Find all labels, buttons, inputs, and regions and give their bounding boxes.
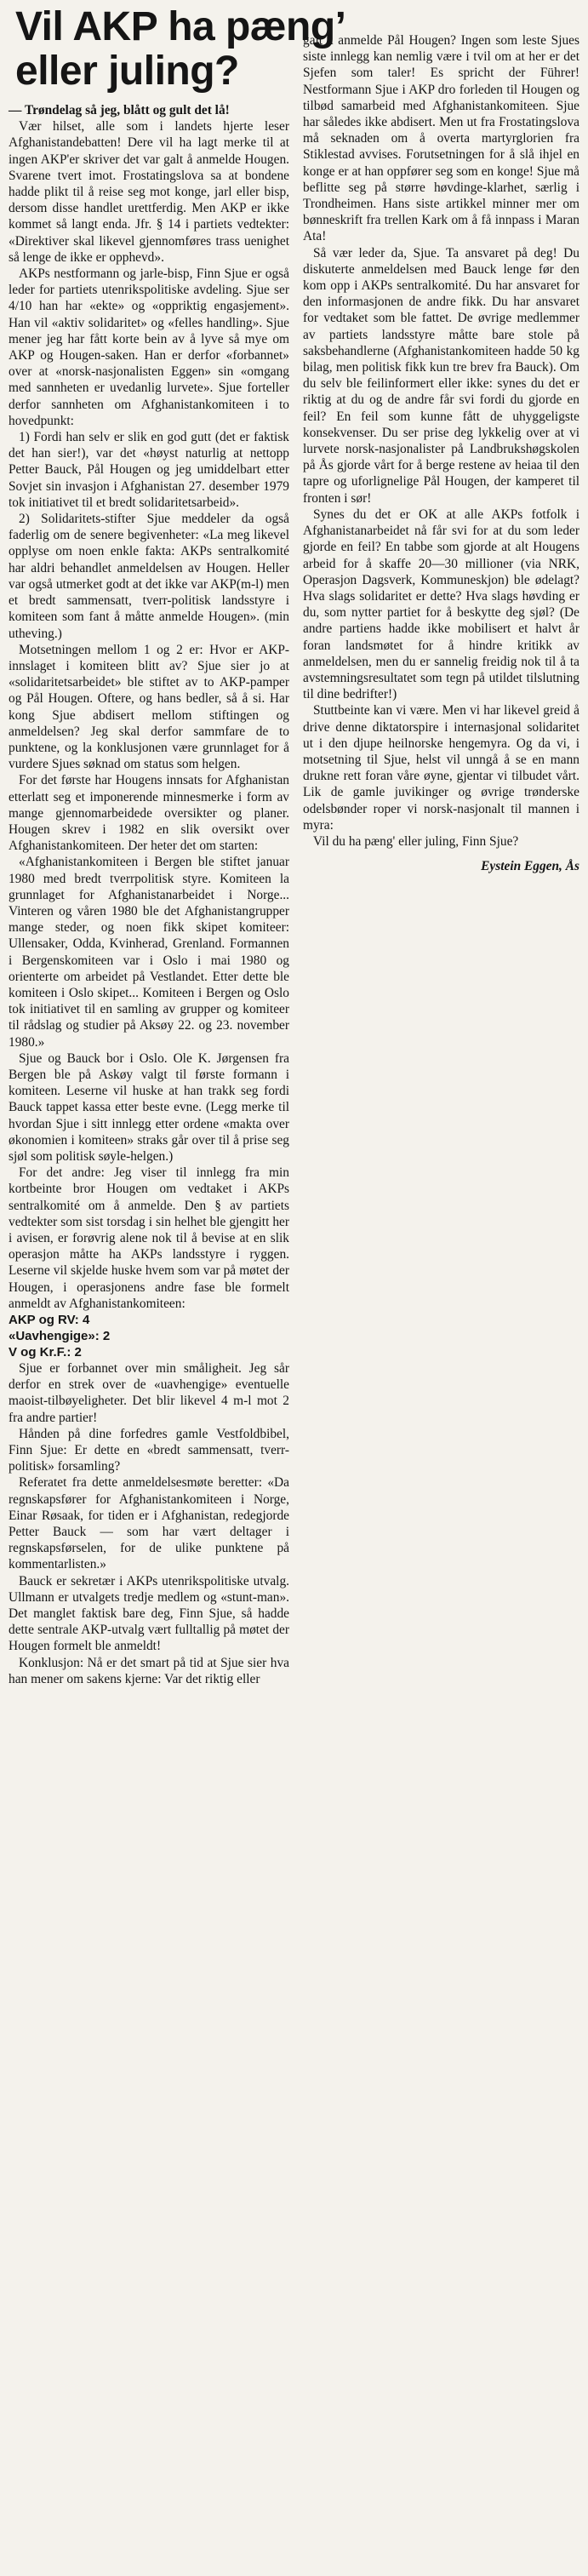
lead-paragraph: — Trøndelag så jeg, blått og gult det lå!	[9, 103, 230, 117]
paragraph: Referatet fra dette anmeldelsesmøte beretter: «Da regnskapsfører for Afghanistankomiteen i Norge, Einar Røsaak, for tiden er i Afghanistan, redegjorde Petter Bauck — som har vært deltager i regnskapsførselen, for de ulike punktene på kommentarlisten.»	[9, 1475, 289, 1572]
party-line: V og Kr.F.: 2	[9, 1345, 82, 1360]
right-column	[303, 32, 579, 874]
paragraph: Konklusjon: Nå er det smart på tid at Sjue sier hva han mener om sakens kjerne: Var det riktig eller	[9, 1655, 289, 1686]
paragraph: Sjue og Bauck bor i Oslo. Ole K. Jørgensen fra Bergen ble på Askøy valgt til første formann i komiteen. Leserne vil huske at han trakk seg fordi Bauck tappet kassa etter beste evne. (Legg merke til hvordan Sjue i sitt innlegg etter ordene «makta over økonomien i komiteen» straks går over til å prise seg sjøl som politisk søyle-helgen.)	[9, 1050, 289, 1164]
paragraph: AKPs nestformann og jarle-bisp, Finn Sjue er også leder for partiets utenrikspolitiske avdeling. Sjue ser 4/10 han har «ekte» og «oppriktig engasjement». Han vil «aktiv solidaritet» og «felles handling». Sjue mener jeg har fått korte bein av å lyve så mye om AKP og Hougen-saken. Han er derfor «forbannet» over at «norsk-nasjonalisten Eggen» sin «omgang med sannheten er uvedanlig lurvete». Sjue forteller derfor sannheten om Afghanistankomiteen i to hovedpunkt:	[9, 266, 289, 428]
paragraph: For det første har Hougens innsats for Afghanistan etterlatt seg et imponerende minnesmerke i form av mange gjennomarbeidede oversikter og planer. Hougen skrev i 1982 en slik oversikt over Afghanistankomiteen. Der heter det om starten:	[9, 773, 289, 854]
paragraph: Bauck er sekretær i AKPs utenrikspolitiske utvalg. Ullmann er utvalgets tredje medlem og «stunt-man». Det manglet faktisk bare deg, Finn Sjue, så hadde dette sentrale AKP-utvalg vært fulltallig på møtet der Hougen formelt ble anmeldt!	[9, 1573, 289, 1654]
article-columns	[9, 33, 581, 1687]
left-column	[9, 102, 289, 1687]
paragraph: 1) Fordi han selv er slik en god gutt (det er faktisk det han sier!), var det «høyst naturlig at nettopp Petter Bauck, Pål Hougen og jeg umiddelbart etter Sovjet sin invasjon i Afghanistan 27. desember 1979 tok initiativet til et bredt solidaritetsarbeid».	[9, 430, 289, 510]
paragraph: Så vær leder da, Sjue. Ta ansvaret på deg! Du diskuterte anmeldelsen med Bauck lenge før den kom opp i AKPs sentralkomité. Du har ansvaret for den informasjonen de andre fikk. Du har ansvaret for vedtaket som ble fattet. De øvrige medlemmer av partiets landsstyre måtte bare stole på saksbehandlerne (Afghanistankomiteen hadde 50 kg bilag, men politisk fikk kun tre brev fra Bauck). Om du selv ble feilinformert eller ikke: synes du det er riktig at du og de andre får svi fordi du gjorde en feil? En feil som kunne fått de uhyggeligste konsekvenser. Du ser prise deg lykkelig over at vi lurvete norsk-nasjonalister på Landbrukshøgskolen på Ås gjorde vårt for å berge restene av heiaa til den tapre og uforlignelige Pål Hougen, der kamperet til fronten i sør!	[303, 245, 579, 506]
byline: Eystein Eggen, Ås	[481, 859, 579, 874]
paragraph: «Afghanistankomiteen i Bergen ble stiftet januar 1980 med bredt tverrpolitisk styre. Komiteen la grunnlaget for Afghanistanarbeidet i Norge... Vinteren og våren 1980 ble det Afghanistangrupper mange steder, og noen fikk skipet komiteer: Ullensaker, Odda, Kvinherad, Grenland. Formannen i Bergenskomiteen var i Oslo i mai 1980 og orienterte om arbeidet på Vestlandet. Etter dette ble komiteen i Oslo skipet... Komiteen i Bergen og Oslo tok initiativet til en samling av grupper og komiteer til rådslag og studier på Aksøy 22. og 23. november 1980.»	[9, 855, 289, 1050]
paragraph: Vær hilset, alle som i landets hjerte leser Afghanistandebatten! Dere vil ha lagt merke til at ingen AKP'er skriver det var galt å anmelde Hougen. Svarene tvert imot. Frostatingslova sa at bondene hadde plikt til å reise seg mot konge, jarl eller bisp, dersom disse handlet urettferdig. Men AKP er ikke kommet så langt enda. Jfr. § 14 i partiets vedtekter: «Direktiver skal likevel gjennomføres trass uenighet så lenge de ikke er opphevd».	[9, 119, 289, 265]
paragraph: Vil du ha pæng' eller juling, Finn Sjue?	[313, 833, 519, 849]
paragraph: galt å anmelde Pål Hougen? Ingen som leste Sjues siste innlegg kan nemlig være i tvil om at her er det Sjefen som taler! Es spricht der Führer! Nestformann Sjue i AKP dro forleden til Hougen og tilbød samarbeid med Afghanistankomiteen. Sjue har således ikke abdisert. Men ut fra Frostatingslova må seknaden om å overta martyrglorien fra Stiklestad avvises. Forutsetningen for å slå ihjel en konge er at han oppfører seg som en konge! Sjue må beflitte seg på større høvdinge-klarhet, særlig i Trondheimen. Hans siste artikkel minner mer om bønneskrift fra trellen Kark om å få innpass i Maran Ata!	[303, 33, 579, 244]
paragraph: Sjue er forbannet over min småligheit. Jeg sår derfor en strek over de «uavhengige» eventuelle maoist-tilbøyeligheter. Det blir likevel 4 m-l mot 2 fra andre partier!	[9, 1361, 289, 1425]
paragraph: Stuttbeinte kan vi være. Men vi har likevel greid å drive denne diktatorspire i internasjonal solidaritet ut i den djupe heilnorske hengemyra. Og da vi, i motsetning til Sjue, helst vil unngå å se en mann drukne rett foran våre øyne, gjentar vi tilbudet vårt. Lik de gamle juvikinger og øvrige trønderske odelsbønder roper vi norsk-nasjonalt til mannen i myra:	[303, 703, 579, 833]
paragraph: Motsetningen mellom 1 og 2 er: Hvor er AKP-innslaget i komiteen blitt av? Sjue sier jo at «solidaritetsarbeidet» ble stiftet av to AKP-pamper og Pål Hougen. Oftere, og hans bedler, så å si. Har kong Sjue abdisert mellom stiftingen og anmeldelsen? Jeg skal derfor sammfare de to punktene, og la konklusjonen være grunnlaget for å vurdere Sjues søknad om status som helgen.	[9, 642, 289, 772]
headline-line-1: Vil AKP ha pæng’	[15, 4, 346, 49]
headline-line-2: eller juling?	[15, 49, 239, 94]
headline	[15, 4, 346, 94]
party-line: «Uavhengige»: 2	[9, 1329, 111, 1344]
paragraph: Hånden på dine forfedres gamle Vestfoldbibel, Finn Sjue: Er dette en «bredt sammensatt, tverr-politisk» forsamling?	[9, 1426, 289, 1474]
paragraph: For det andre: Jeg viser til innlegg fra min kortbeinte bror Hougen om vedtaket i AKPs sentralkomité om å anmelde. Den § av partiets vedtekter som sist torsdag i sin helhet ble gjengitt her i avisen, er forøvrig alene nok til å bevise at en slik operasjon måtte ha AKPs landsstyre i ryggen. Leserne vil skjelde huske hvem som var på møtet der Hougen, i operasjonens andre fase ble formelt anmeldt av Afghanistankomiteen:	[9, 1165, 289, 1311]
paragraph: Synes du det er OK at alle AKPs fotfolk i Afghanistanarbeidet nå får svi for at du som leder gjorde en feil? En tabbe som gjorde at alt Hougens arbeid for å skaffe 20—30 millioner (via NRK, Operasjon Dagsverk, Kommuneskjon) ble ødelagt? Hva slags solidaritet er dette? Hva slags høvding er du, som nytter partiet for å beskytte deg sjøl? (De andre partiens hadde ikke mobilisert et halvt år foran landsmøtet for å hindre kritikk av anmeldelsen, men du er sannelig freidig nok til å ta avstemningsresultatet som tegn på utildet tilslutning til dine bedrifter!)	[303, 507, 579, 702]
paragraph: 2) Solidaritets-stifter Sjue meddeler da også faderlig om de senere begivenheter: «La meg likevel opplyse om noen enkle fakta: AKPs sentralkomité har aldri behandlet anmeldelsen av Hougen. Heller var også utmerket godt at det ikke var AKP(m-l) men et bredt sammensatt, tverr-politisk landsstyre i komiteen som fant å måtte anmelde Hougen». (min utheving.)	[9, 512, 289, 641]
party-line: AKP og RV: 4	[9, 1313, 90, 1328]
